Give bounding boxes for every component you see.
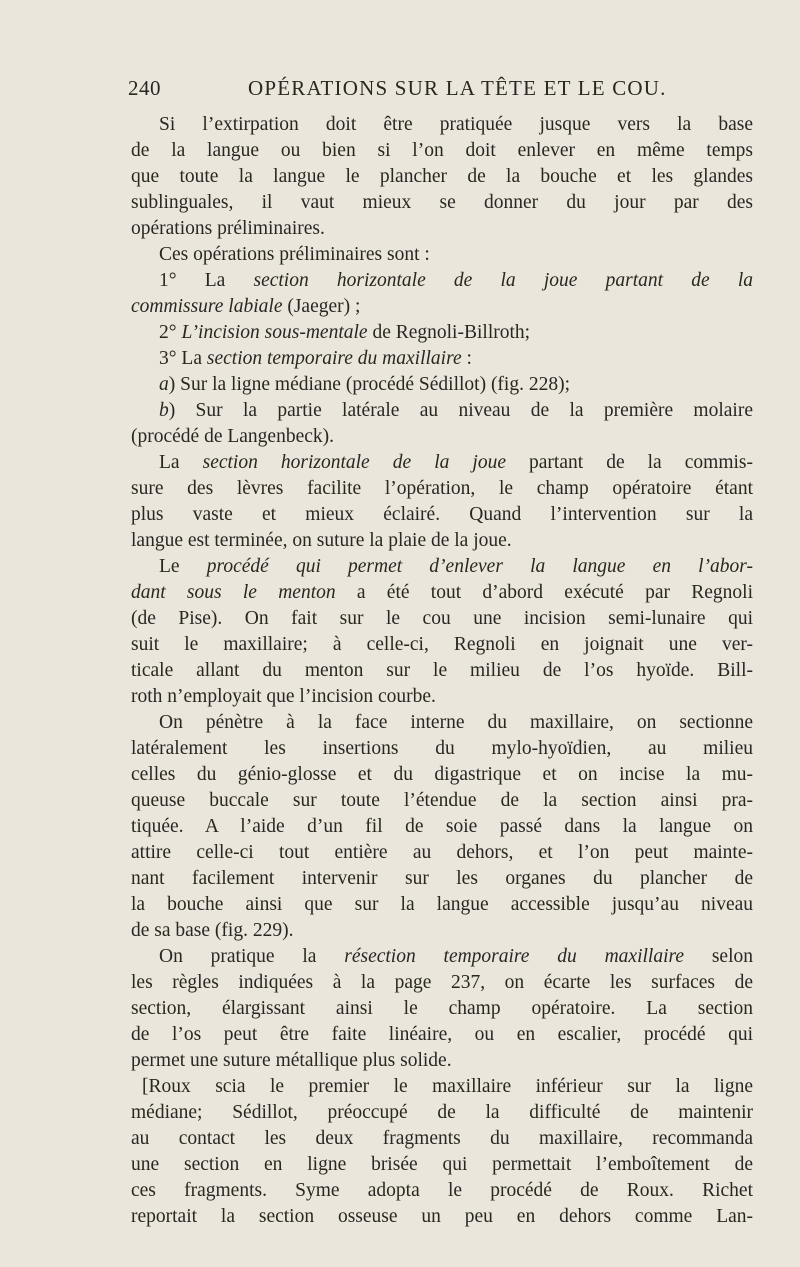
text-run: de l’os peut être faite linéaire, ou en escalier, procédé qui xyxy=(131,1024,753,1045)
text-run: Si l’extirpation doit être pratiquée jusque vers la base xyxy=(159,114,753,135)
running-header xyxy=(128,76,748,104)
text-run: les règles indiquées à la page 237, on écarte les surfaces de xyxy=(131,972,753,993)
text-run: celles du génio-glosse et du digastrique et on incise la mu- xyxy=(131,764,753,785)
running-title: OPÉRATIONS SUR LA TÊTE ET LE COU. xyxy=(248,76,667,100)
text-line xyxy=(131,190,753,216)
text-run: la bouche ainsi que sur la langue accessible jusqu’au niveau xyxy=(131,894,753,915)
text-run: permet une suture métallique plus solide. xyxy=(131,1050,452,1071)
text-line xyxy=(131,1178,753,1204)
text-line xyxy=(131,814,753,840)
text-line xyxy=(131,1048,753,1074)
text-run: (Jaeger) ; xyxy=(282,296,361,317)
italic-text: procédé qui permet d’enlever la langue en l’abor- xyxy=(206,556,753,577)
text-run: ) Sur la partie latérale au niveau de la première molaire xyxy=(168,400,753,421)
text-run: de la langue ou bien si l’on doit enlever en même temps xyxy=(131,140,753,161)
text-run: a été tout d’abord exécuté par Regnoli xyxy=(335,582,754,603)
text-run: 2° xyxy=(159,322,182,343)
text-run: [Roux scia le premier le maxillaire inférieur sur la ligne xyxy=(142,1076,753,1097)
text-line xyxy=(131,658,753,684)
text-run: On pratique la xyxy=(159,946,345,967)
text-run: 1° La xyxy=(159,270,254,291)
text-line xyxy=(131,944,753,970)
text-line xyxy=(131,502,753,528)
text-line xyxy=(131,476,753,502)
text-line xyxy=(131,762,753,788)
text-line xyxy=(131,216,753,242)
text-line xyxy=(131,736,753,762)
text-line xyxy=(131,1126,753,1152)
text-run: une section en ligne brisée qui permettait l’emboîtement de xyxy=(131,1154,753,1175)
text-run: Le xyxy=(159,556,207,577)
page-number: 240 xyxy=(128,76,161,100)
text-line xyxy=(131,424,753,450)
text-line xyxy=(131,1022,753,1048)
text-run: médiane; Sédillot, préoccupé de la difficulté de maintenir xyxy=(131,1102,753,1123)
text-run: nant facilement intervenir sur les organes du plancher de xyxy=(131,868,753,889)
text-line xyxy=(131,1074,753,1100)
text-run: roth n’employait que l’incision courbe. xyxy=(131,686,436,707)
text-run: On pénètre à la face interne du maxillaire, on sectionne xyxy=(159,712,753,733)
text-line xyxy=(131,346,753,372)
text-run: sure des lèvres facilite l’opération, le champ opératoire étant xyxy=(131,478,753,499)
text-line xyxy=(131,710,753,736)
text-line xyxy=(131,866,753,892)
body-text xyxy=(131,112,753,1230)
text-run: opérations préliminaires. xyxy=(131,218,325,239)
italic-text: commissure labiale xyxy=(131,296,283,317)
italic-text: b xyxy=(159,400,169,421)
text-run: plus vaste et mieux éclairé. Quand l’intervention sur la xyxy=(131,504,753,525)
italic-text: résection temporaire du maxillaire xyxy=(344,946,685,967)
text-run: partant de la commis- xyxy=(505,452,753,473)
text-run: ces fragments. Syme adopta le procédé de Roux. Richet xyxy=(131,1180,753,1201)
text-line xyxy=(131,320,753,346)
italic-text: section temporaire du maxillaire xyxy=(206,348,462,369)
text-line xyxy=(131,996,753,1022)
text-run: attire celle-ci tout entière au dehors, et l’on peut mainte- xyxy=(131,842,753,863)
text-run: ticale allant du menton sur le milieu de l’os hyoïde. Bill- xyxy=(131,660,753,681)
text-run: queuse buccale sur toute l’étendue de la section ainsi pra- xyxy=(131,790,753,811)
text-run: sublinguales, il vaut mieux se donner du jour par des xyxy=(131,192,753,213)
text-line xyxy=(131,268,753,294)
italic-text: dant sous le menton xyxy=(131,582,336,603)
text-run: Ces opérations préliminaires sont : xyxy=(159,244,430,265)
italic-text: section horizontale de la joue xyxy=(202,452,506,473)
text-line xyxy=(131,970,753,996)
text-run: de Regnoli-Billroth; xyxy=(367,322,531,343)
text-run: selon xyxy=(684,946,753,967)
text-line xyxy=(131,788,753,814)
text-line xyxy=(131,840,753,866)
text-line xyxy=(131,528,753,554)
text-run: (de Pise). On fait sur le cou une incision semi-lunaire qui xyxy=(131,608,753,629)
text-line xyxy=(131,1204,753,1230)
text-line xyxy=(131,1152,753,1178)
italic-text: section horizontale de la joue partant de la xyxy=(253,270,753,291)
text-line xyxy=(131,242,753,268)
text-run: ) Sur la ligne médiane (procédé Sédillot) (fig. 228); xyxy=(168,374,571,395)
text-line xyxy=(131,580,753,606)
text-line xyxy=(131,606,753,632)
text-run: latéralement les insertions du mylo-hyoïdien, au milieu xyxy=(131,738,753,759)
text-run: 3° La xyxy=(159,348,207,369)
text-run: (procédé de Langenbeck). xyxy=(131,426,335,447)
text-line xyxy=(131,398,753,424)
text-run: de sa base (fig. 229). xyxy=(131,920,294,941)
text-line xyxy=(131,164,753,190)
text-run: La xyxy=(159,452,203,473)
text-run: langue est terminée, on suture la plaie de la joue. xyxy=(131,530,512,551)
text-line xyxy=(131,892,753,918)
italic-text: a xyxy=(159,374,169,395)
text-run: : xyxy=(461,348,472,369)
text-run: reportait la section osseuse un peu en dehors comme Lan- xyxy=(131,1206,753,1227)
text-line xyxy=(131,138,753,164)
text-line xyxy=(131,1100,753,1126)
text-run: que toute la langue le plancher de la bouche et les glandes xyxy=(131,166,753,187)
text-run: section, élargissant ainsi le champ opératoire. La section xyxy=(131,998,753,1019)
text-line xyxy=(131,372,753,398)
text-line xyxy=(131,294,753,320)
italic-text: L’incision sous-mentale xyxy=(181,322,368,343)
text-run: suit le maxillaire; à celle-ci, Regnoli en joignait une ver- xyxy=(131,634,753,655)
text-line xyxy=(131,918,753,944)
text-line xyxy=(131,450,753,476)
text-run: au contact les deux fragments du maxillaire, recommanda xyxy=(131,1128,753,1149)
text-line xyxy=(131,684,753,710)
text-run: tiquée. A l’aide d’un fil de soie passé dans la langue on xyxy=(131,816,753,837)
text-line xyxy=(131,632,753,658)
text-line xyxy=(131,554,753,580)
text-line xyxy=(131,112,753,138)
